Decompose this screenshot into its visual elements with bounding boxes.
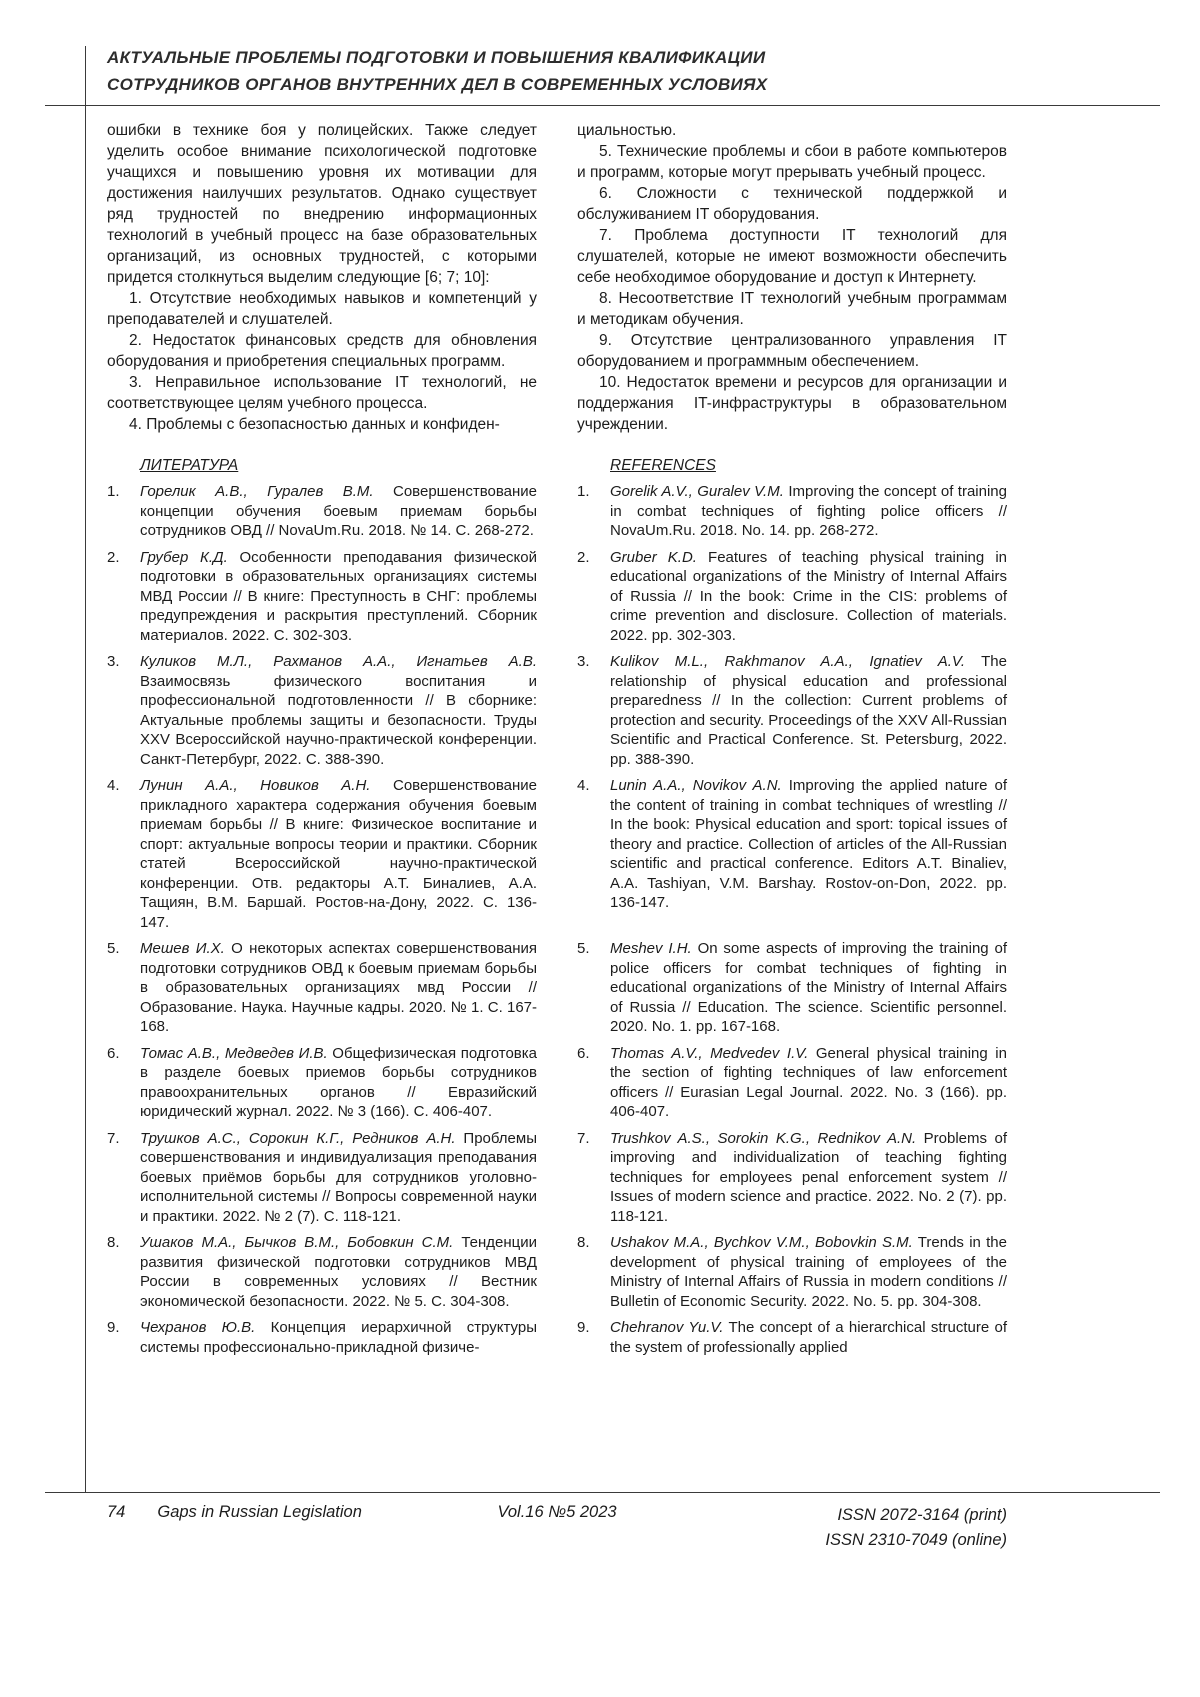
item-text: Improving the applied nature of the content of training in combat techniques of wrestling // In the book: Physical education and sport: topical issues of theory and practice. Collection of articles of the All-Russian scientific and practical conference. Editors A.T. Binaliev, A.A. Tashiyan, V.M. Barshay. Rostov-on-Don, 2022. pp. 136-147. (610, 777, 1008, 911)
paragraph: 7. Проблема доступности IT технологий для слушателей, которые не имеют возможности обеспечить себе необходимое оборудование и доступ к Интернету. (577, 227, 1007, 286)
item-text: Improving the concept of training in combat techniques of fighting police officers // NovaUm.Ru. 2018. No. 14. pp. 268-272. (610, 483, 1007, 539)
volume-issue: Vol.16 №5 2023 (497, 1503, 617, 1521)
item-number: 1. (107, 483, 120, 500)
item-text: О некоторых аспектах совершенствования подготовки сотрудников ОВД к боевым приемам борьбы в образовательных организациях мвд России // Образование. Наука. Научные кадры. 2020. № 1. С. 167-168. (140, 940, 537, 1035)
item-authors: Грубер К.Д. (140, 548, 228, 566)
references-heading: REFERENCES (610, 457, 716, 474)
item-text: Problems of improving and individualization of teaching fighting techniques for employees penal enforcement system // Issues of modern science and practice. 2022. No. 2 (7). pp. 118-121. (610, 1129, 1007, 1225)
item-number: 5. (577, 940, 590, 957)
item-number: 3. (577, 653, 590, 670)
item-authors: Горелик А.В., Гуралев В.М. (140, 483, 374, 500)
literature-item (107, 776, 537, 932)
item-text: Features of teaching physical training in educational organizations of the Ministry of Internal Affairs of Russia // In the book: Crime in the CIS: problems of crime prevention and disclosure. Collection of materials. 2022. pp. 302-303. (610, 548, 1007, 644)
literature-item (107, 548, 537, 646)
item-number: 6. (577, 1044, 590, 1062)
item-number: 5. (107, 940, 120, 957)
main-content (107, 120, 1007, 1357)
item-number: 7. (577, 1129, 590, 1147)
left-margin-rule (85, 46, 86, 1492)
literature-item (107, 1318, 537, 1357)
item-authors: Мешев И.Х. (140, 940, 225, 957)
reference-item (577, 1044, 1007, 1122)
item-text: On some aspects of improving the training of police officers for combat techniques of fighting in educational organizations of the Ministry of Internal Affairs of Russia // Education. The science. Scientific personnel. 2020. No. 1. pp. 167-168. (610, 940, 1007, 1035)
item-authors: Ushakov M.A., Bychkov V.M., Bobovkin S.M. (610, 1234, 913, 1251)
item-text: Особенности преподавания физической подготовки в образовательных организациях системы МВД России // В книге: Преступность в СНГ: проблемы предупреждения и раскрытия преступлений. Сборник материалов. 2022. С. 302-303. (140, 548, 538, 644)
page-number: 74 (107, 1503, 126, 1521)
literature-item (107, 652, 537, 769)
paragraph: 6. Сложности с технической поддержкой и обслуживанием IT оборудования. (577, 185, 1007, 223)
paragraph: циальностью. (577, 122, 677, 139)
literature-heading: ЛИТЕРАТУРА (140, 457, 239, 474)
paragraph: 3. Неправильное использование IT технологий, не соответствующее целям учебного процесса. (107, 374, 537, 412)
reference-item (577, 1129, 1007, 1227)
literature-item (107, 1044, 537, 1122)
literature-item (107, 939, 537, 1037)
item-number: 4. (107, 777, 120, 794)
item-authors: Лунин А.А., Новиков А.Н. (140, 777, 371, 794)
item-text: The concept of a hierarchical structure of the system of professionally applied (610, 1319, 1007, 1356)
journal-title: Gaps in Russian Legislation (157, 1503, 362, 1521)
item-number: 9. (107, 1319, 120, 1336)
item-authors: Ушаков М.А., Бычков В.М., Бобовкин С.М. (140, 1234, 454, 1251)
issn-print: ISSN 2072-3164 (print) (837, 1506, 1007, 1524)
footer-content (107, 1493, 1007, 1563)
issn-online: ISSN 2310-7049 (online) (825, 1531, 1007, 1549)
paragraph: 1. Отсутствие необходимых навыков и компетенций у преподавателей и слушателей. (107, 290, 537, 328)
reference-item (577, 776, 1007, 932)
item-text: Trends in the development of physical training of employees of the Ministry of Internal Affairs of Russia in modern conditions // Bulletin of Economic Security. 2022. No. 5. pp. 304-308. (610, 1234, 1007, 1310)
body-column-right (577, 120, 1007, 435)
item-number: 3. (107, 653, 120, 670)
item-authors: Трушков А.С., Сорокин К.Г., Редников А.Н. (140, 1129, 456, 1147)
paragraph: 8. Несоответствие IT технологий учебным программам и методикам обучения. (577, 290, 1007, 328)
item-authors: Gorelik A.V., Guralev V.M. (610, 483, 784, 500)
item-number: 7. (107, 1129, 120, 1147)
item-text: Общефизическая подготовка в разделе боевых приемов борьбы сотрудников правоохранительных органов // Евразийский юридический журнал. 2022. № 3 (166). С. 406-407. (140, 1044, 537, 1120)
reference-item (577, 548, 1007, 646)
item-number: 1. (577, 483, 590, 500)
paragraph: 10. Недостаток времени и ресурсов для организации и поддержания IT-инфраструктуры в образовательном учреждении. (577, 374, 1007, 433)
page-footer (45, 1492, 1160, 1563)
item-authors: Trushkov A.S., Sorokin K.G., Rednikov A.N. (610, 1129, 917, 1147)
item-authors: Томас А.В., Медведев И.В. (140, 1044, 328, 1062)
running-header (107, 44, 1107, 98)
item-text: The relationship of physical education and professional preparedness // In the collection: Current problems of protection and security. Proceedings of the XXV All-Russian Scientific and Practical Conference. St. Petersburg, 2022. pp. 388-390. (610, 653, 1007, 768)
item-text: Проблемы совершенствования и индивидуализация преподавания боевых приёмов борьбы для сотрудников уголовно-исполнительной системы // Вопросы современной науки и практики. 2022. № 2 (7). С. 118-121. (140, 1129, 537, 1225)
running-header-line-2: СОТРУДНИКОВ ОРГАНОВ ВНУТРЕННИХ ДЕЛ В СОВРЕМЕННЫХ УСЛОВИЯХ (107, 75, 768, 94)
body-column-left (107, 120, 537, 435)
paragraph: ошибки в технике боя у полицейских. Также следует уделить особое внимание психологической подготовке учащихся и повышению уровня их мотивации для достижения наилучших результатов. Однако существует ряд трудностей по внедрению информационных технологий в учебный процесс на базе образовательных организаций, из основных трудностей, с которыми придется столкнуться выделим следующие [6; 7; 10]: (107, 122, 537, 286)
reference-item (577, 1318, 1007, 1357)
item-number: 4. (577, 777, 590, 794)
item-authors: Gruber K.D. (610, 548, 697, 566)
item-number: 6. (107, 1044, 120, 1062)
item-authors: Kulikov M.L., Rakhmanov A.A., Ignatiev A.V. (610, 653, 965, 670)
header-rule (45, 105, 1160, 106)
item-authors: Chehranov Yu.V. (610, 1319, 724, 1336)
item-text: Концепция иерархичной структуры системы профессионально-прикладной физиче- (140, 1319, 537, 1356)
item-authors: Чехранов Ю.В. (140, 1319, 256, 1336)
literature-item (107, 1129, 537, 1227)
paragraph: 9. Отсутствие централизованного управления IT оборудованием и программным обеспечением. (577, 332, 1007, 370)
item-number: 9. (577, 1319, 590, 1336)
item-text: Взаимосвязь физического воспитания и профессиональной подготовленности // В сборнике: Актуальные проблемы защиты и безопасности. Труды XXV Всероссийской научно-практической конференции. Санкт-Петербург, 2022. С. 388-390. (140, 672, 537, 768)
item-authors: Lunin A.A., Novikov A.N. (610, 777, 782, 794)
item-number: 2. (577, 548, 590, 566)
paragraph: 2. Недостаток финансовых средств для обновления оборудования и приобретения специальных программ. (107, 332, 537, 370)
paragraph: 4. Проблемы с безопасностью данных и конфиден- (129, 416, 500, 433)
item-number: 8. (577, 1234, 590, 1251)
reference-item (577, 1233, 1007, 1311)
item-authors: Meshev I.H. (610, 940, 692, 957)
reference-item (577, 652, 1007, 769)
item-text: Тенденции развития физической подготовки сотрудников МВД России в современных условиях // Вестник экономической безопасности. 2022. № 5. С. 304-308. (140, 1234, 537, 1310)
item-authors: Thomas A.V., Medvedev I.V. (610, 1044, 809, 1062)
item-text: General physical training in the section of fighting techniques of law enforcement officers // Eurasian Legal Journal. 2022. No. 3 (166). pp. 406-407. (610, 1044, 1007, 1120)
running-header-line-1: АКТУАЛЬНЫЕ ПРОБЛЕМЫ ПОДГОТОВКИ И ПОВЫШЕНИЯ КВАЛИФИКАЦИИ (107, 48, 766, 67)
item-authors: Куликов М.Л., Рахманов А.А., Игнатьев А.В. (140, 653, 537, 670)
item-text: Совершенствование концепции обучения боевым приемам борьбы сотрудников ОВД // NovaUm.Ru. 2018. № 14. С. 268-272. (140, 483, 537, 539)
item-number: 2. (107, 548, 120, 566)
item-number: 8. (107, 1234, 120, 1251)
literature-item (107, 1233, 537, 1311)
item-text: Совершенствование прикладного характера содержания обучения боевым приемам борьбы // В книге: Физическое воспитание и спорт: актуальные вопросы теории и практики. Сборник статей Всероссийской научно-практической конференции. Отв. редакторы А.Т. Биналиев, А.А. Тащиян, В.М. Баршай. Ростов-на-Дону, 2022. С. 136-147. (140, 777, 537, 931)
reference-item (577, 482, 1007, 541)
literature-item (107, 482, 537, 541)
reference-item (577, 939, 1007, 1037)
issn-block (825, 1503, 1007, 1553)
paragraph: 5. Технические проблемы и сбои в работе компьютеров и программ, которые могут прерывать учебный процесс. (577, 143, 1007, 181)
